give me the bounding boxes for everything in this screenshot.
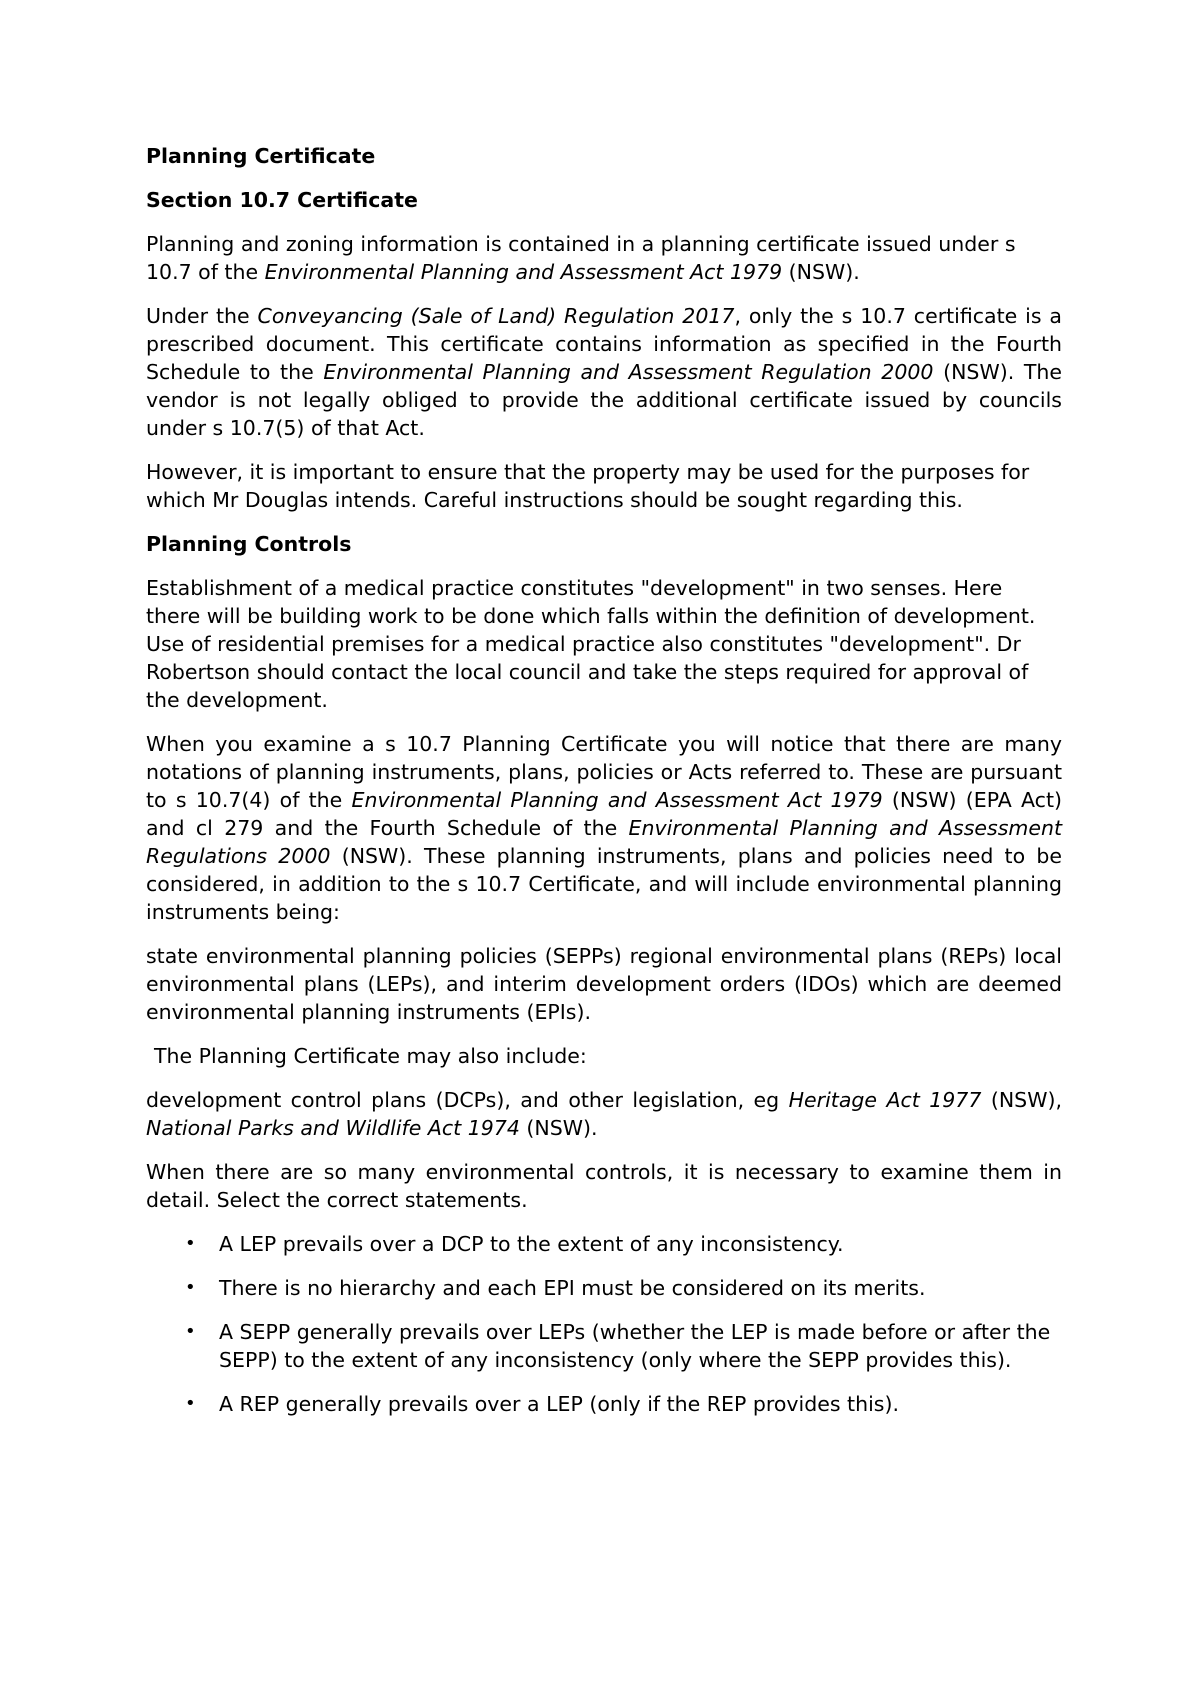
statement-list: [146, 1230, 1062, 1418]
section-heading: Section 10.7 Certificate: [146, 188, 418, 212]
text-run: (NSW).: [519, 1116, 598, 1140]
text-run: (NSW). These planning instruments, plans and policies need to be considered, in addition to the s 10.7 Certificate, and will include environmental planning instruments being:: [146, 844, 1062, 924]
act-citation: Environmental Planning and Assessment Act 1979: [351, 788, 883, 812]
text-run: Under the: [146, 304, 258, 328]
act-citation: Heritage Act 1977: [788, 1088, 982, 1112]
act-citation: National Parks and Wildlife Act 1974: [146, 1116, 520, 1140]
list-item: [146, 1274, 1062, 1302]
text-run: , only the s 10.7 certificate is a prescribed document. This certificate contains information as specified in the Fourth Schedule to the: [146, 304, 1062, 384]
bullet-icon: •: [185, 1321, 196, 1342]
list-item-text: There is no hierarchy and each EPI must be considered on its merits.: [219, 1276, 926, 1300]
list-item: [146, 1318, 1062, 1374]
paragraph-select-statements: When there are so many environmental controls, it is necessary to examine them in detail. Select the correct statements.: [146, 1160, 1062, 1212]
paragraph-prescribed-document: [146, 302, 1062, 442]
regulation-citation: Environmental Planning and Assessment Regulation 2000: [323, 360, 934, 384]
bullet-icon: •: [185, 1233, 196, 1254]
planning-controls-heading: Planning Controls: [146, 532, 352, 556]
text-run: (NSW). The vendor is not legally obliged to provide the additional certificate issued by councils under s 10.7(5) of that Act.: [146, 360, 1062, 440]
bullet-icon: •: [185, 1277, 196, 1298]
text-run: (NSW).: [782, 260, 860, 284]
paragraph-notations: [146, 730, 1062, 926]
list-item-text: A LEP prevails over a DCP to the extent of any inconsistency.: [219, 1232, 844, 1256]
paragraph-dcps: [146, 1086, 1062, 1142]
list-item-text: A SEPP generally prevails over LEPs (whether the LEP is made before or after the SEPP) to the extent of any inconsistency (only where the SEPP provides this).: [219, 1320, 1051, 1372]
text-run: development control plans (DCPs), and other legislation, eg: [146, 1088, 789, 1112]
list-item-text: A REP generally prevails over a LEP (only if the REP provides this).: [219, 1392, 899, 1416]
text-run: When you examine a s 10.7 Planning Certificate you will notice that there are many notations of planning instruments, plans, policies or Acts referred to. These are pursuant to s 10.7(4) of the: [146, 732, 1062, 812]
paragraph-certificate-intro: [146, 230, 1062, 286]
paragraph-may-include: The Planning Certificate may also include:: [154, 1044, 587, 1068]
paragraph-development: Establishment of a medical practice constitutes "development" in two senses. Here there will be building work to be done which falls within the definition of development. Use of residential premises for a medical practice also constitutes "development". Dr Robertson should contact the local council and take the steps required for approval of the development.: [146, 576, 1036, 712]
list-item: [146, 1390, 1062, 1418]
paragraph-instructions: However, it is important to ensure that the property may be used for the purposes for which Mr Douglas intends. Careful instructions should be sought regarding this.: [146, 460, 1030, 512]
act-citation: Environmental Planning and Assessment Act 1979: [264, 260, 783, 284]
text-run: (NSW) (EPA Act) and cl 279 and the Fourth Schedule of the: [146, 788, 1062, 840]
regulation-citation: Conveyancing (Sale of Land) Regulation 2017: [257, 304, 735, 328]
paragraph-instruments-list: state environmental planning policies (SEPPs) regional environmental plans (REPs) local environmental plans (LEPs), and interim development orders (IDOs) which are deemed environmental planning instruments (EPIs).: [146, 944, 1062, 1024]
regulation-citation: Environmental Planning and Assessment Regulations 2000: [146, 816, 1062, 868]
document-title: Planning Certificate: [146, 144, 376, 168]
list-item: [146, 1230, 1062, 1258]
document-page: [146, 142, 1062, 1434]
text-run: Planning and zoning information is contained in a planning certificate issued under s 10.7 of the: [146, 232, 1016, 284]
bullet-icon: •: [185, 1393, 196, 1414]
text-run: (NSW),: [981, 1088, 1062, 1112]
